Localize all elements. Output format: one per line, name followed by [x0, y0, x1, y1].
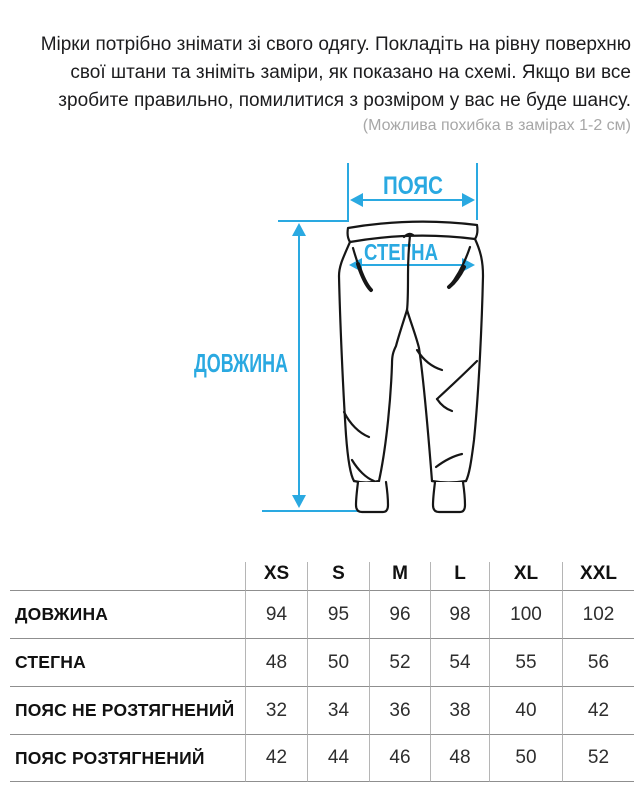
- intro-line: свої штани та зніміть заміри, як показано на схемі. Якщо ви все: [70, 62, 631, 83]
- value-cell: 48: [245, 638, 307, 686]
- value-cell: 34: [307, 686, 369, 734]
- wrinkle: [352, 460, 374, 481]
- column-header: M: [369, 562, 430, 590]
- wrinkle: [344, 412, 369, 437]
- left-leg-outer: [339, 242, 354, 481]
- wrinkle: [437, 399, 452, 411]
- right-leg-inseam: [407, 310, 432, 481]
- measurement-guides: [194, 163, 477, 511]
- right-cuff: [433, 482, 465, 512]
- value-cell: 55: [489, 638, 562, 686]
- value-cell: 32: [245, 686, 307, 734]
- intro-line: зробите правильно, помилитися з розміром у вас не буде шансу.: [58, 90, 631, 111]
- left-cuff: [356, 482, 388, 512]
- length-label: ДОВЖИНА: [194, 348, 289, 378]
- value-cell: 54: [430, 638, 489, 686]
- pants-measurement-diagram: [0, 150, 644, 550]
- right-leg-outer: [466, 239, 483, 481]
- value-cell: 44: [307, 734, 369, 782]
- value-cell: 48: [430, 734, 489, 782]
- column-header: L: [430, 562, 489, 590]
- row-label: ДОВЖИНА: [10, 590, 245, 638]
- column-header: S: [307, 562, 369, 590]
- wrinkle: [437, 361, 477, 399]
- value-cell: 98: [430, 590, 489, 638]
- intro-paragraph: [27, 31, 631, 115]
- wrinkle: [436, 454, 462, 467]
- length-arrowhead-bottom: [292, 495, 306, 508]
- row-label: ПОЯС НЕ РОЗТЯГНЕНИЙ: [10, 686, 245, 734]
- right-pocket-fold: [449, 267, 464, 287]
- value-cell: 56: [562, 638, 634, 686]
- value-cell: 96: [369, 590, 430, 638]
- value-cell: 52: [562, 734, 634, 782]
- value-cell: 100: [489, 590, 562, 638]
- column-header: XS: [245, 562, 307, 590]
- value-cell: 38: [430, 686, 489, 734]
- table-corner-cell: [10, 562, 245, 590]
- value-cell: 40: [489, 686, 562, 734]
- column-header: XL: [489, 562, 562, 590]
- row-label: ПОЯС РОЗТЯГНЕНИЙ: [10, 734, 245, 782]
- column-header: XXL: [562, 562, 634, 590]
- waist-label: ПОЯС: [383, 172, 443, 200]
- size-table: [10, 562, 634, 782]
- value-cell: 50: [489, 734, 562, 782]
- value-cell: 42: [245, 734, 307, 782]
- value-cell: 42: [562, 686, 634, 734]
- value-cell: 102: [562, 590, 634, 638]
- hips-label: СТЕГНА: [364, 239, 438, 265]
- intro-line: Мірки потрібно знімати зі свого одягу. Покладіть на рівну поверхню: [40, 34, 631, 55]
- row-label: СТЕГНА: [10, 638, 245, 686]
- value-cell: 94: [245, 590, 307, 638]
- left-pocket-fold: [358, 264, 371, 290]
- waist-arrowhead-right: [462, 193, 475, 207]
- waist-arrowhead-left: [350, 193, 363, 207]
- length-arrowhead-top: [292, 223, 306, 236]
- value-cell: 36: [369, 686, 430, 734]
- value-cell: 95: [307, 590, 369, 638]
- value-cell: 50: [307, 638, 369, 686]
- value-cell: 46: [369, 734, 430, 782]
- left-leg-inseam: [379, 310, 407, 481]
- value-cell: 52: [369, 638, 430, 686]
- tolerance-note: (Можлива похибка в замірах 1-2 см): [362, 117, 631, 134]
